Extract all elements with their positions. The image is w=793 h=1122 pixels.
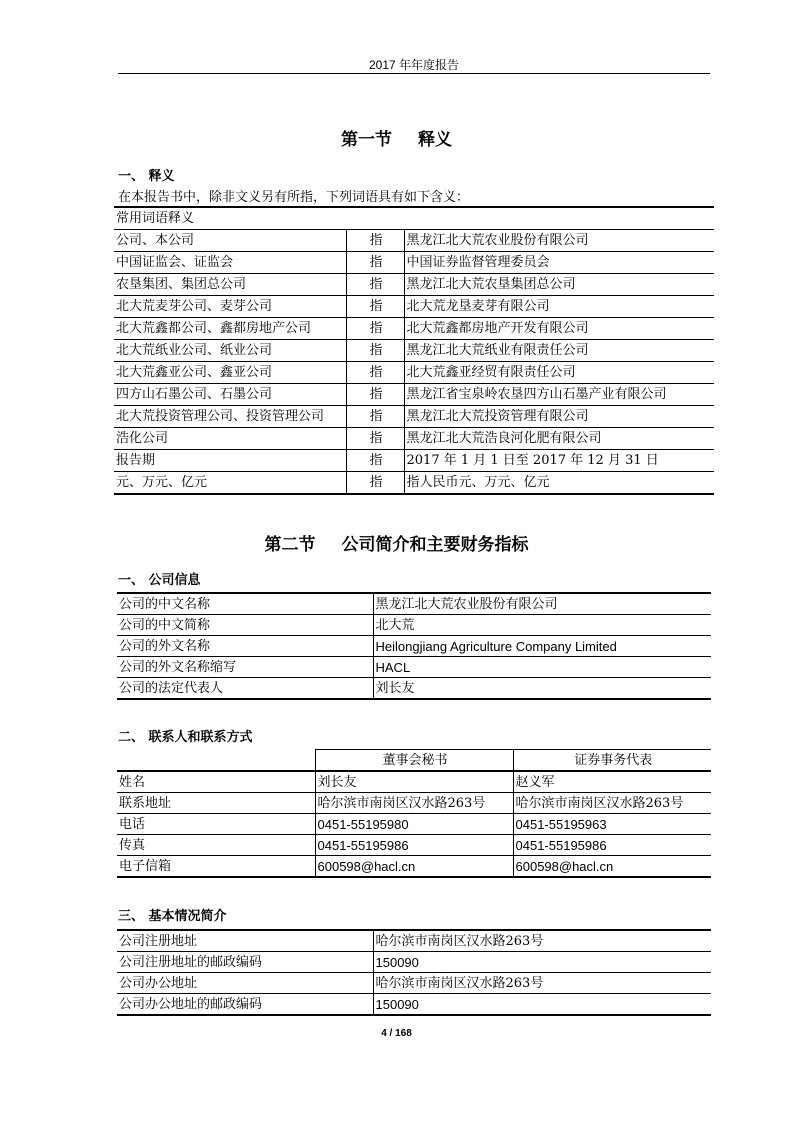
value-cell: 0451-55195986	[315, 835, 513, 856]
value-cell: 哈尔滨市南岗区汉水路263号	[373, 973, 711, 994]
rel-cell: 指	[346, 274, 404, 296]
label-cell: 公司的法定代表人	[117, 678, 373, 700]
rel-cell: 指	[346, 450, 404, 472]
term-cell: 浩化公司	[114, 428, 346, 450]
table-title: 常用词语释义	[116, 211, 195, 226]
definitions-table	[114, 206, 714, 495]
meaning-cell: 北大荒鑫亚经贸有限责任公司	[404, 362, 714, 384]
rel-cell: 指	[346, 406, 404, 428]
label-cell: 公司注册地址	[119, 933, 198, 949]
section2-title: 第二节 公司简介和主要财务指标	[264, 535, 529, 555]
table-row	[114, 274, 714, 296]
label-cell: 公司的中文简称	[117, 615, 373, 636]
label-cell: 公司注册地址的邮政编码	[117, 952, 373, 973]
value-cell: 600598@hacl.cn	[513, 856, 711, 878]
definitions-intro: 在本报告书中，除非文义另有所指，下列词语具有如下含义：	[118, 190, 470, 205]
value-cell: HACL	[373, 657, 711, 678]
contact-heading: 二、 联系人和联系方式	[118, 730, 253, 745]
table-row	[117, 771, 711, 793]
company-info-table	[117, 592, 711, 700]
meaning-cell: 黑龙江北大荒浩良河化肥有限公司	[404, 428, 714, 450]
label-cell: 公司的外文名称	[117, 636, 373, 657]
value-cell: 0451-55195986	[513, 835, 711, 856]
table-row	[114, 428, 714, 450]
term-cell: 四方山石墨公司、石墨公司	[114, 384, 346, 406]
table-row	[117, 856, 711, 878]
rel-cell: 指	[346, 296, 404, 318]
table-row	[114, 362, 714, 384]
meaning-cell: 黑龙江北大荒农业股份有限公司	[404, 230, 714, 252]
term-cell: 北大荒纸业公司、纸业公司	[114, 340, 346, 362]
table-row	[117, 593, 711, 615]
value-cell: Heilongjiang Agriculture Company Limited	[373, 636, 711, 657]
basic-info-heading: 三、 基本情况简介	[118, 909, 227, 924]
basic-info-table	[117, 929, 711, 1016]
table-row	[117, 930, 711, 952]
meaning-cell: 指人民币元、万元、亿元	[404, 472, 714, 495]
label-cell: 公司办公地址	[117, 973, 373, 994]
term-cell: 北大荒鑫都公司、鑫都房地产公司	[114, 318, 346, 340]
table-row	[114, 406, 714, 428]
table-row	[117, 973, 711, 994]
table-row	[114, 230, 714, 252]
table-row	[117, 793, 711, 814]
rel-cell: 指	[346, 428, 404, 450]
meaning-cell: 黑龙江北大荒投资管理有限公司	[404, 406, 714, 428]
column-header-representative: 证券事务代表	[513, 750, 711, 772]
term-cell: 农垦集团、集团总公司	[114, 274, 346, 296]
table-row	[114, 450, 714, 472]
rel-cell: 指	[346, 472, 404, 495]
value-cell: 哈尔滨市南岗区汉水路263号	[513, 793, 711, 814]
value-cell: 刘长友	[315, 771, 513, 793]
meaning-cell: 黑龙江北大荒农垦集团总公司	[404, 274, 714, 296]
column-header-secretary: 董事会秘书	[315, 750, 513, 772]
table-row	[117, 814, 711, 835]
term-cell: 中国证监会、证监会	[114, 252, 346, 274]
empty-header-cell	[117, 750, 315, 772]
value-cell: 0451-55195963	[513, 814, 711, 835]
table-row	[114, 472, 714, 495]
rel-cell: 指	[346, 318, 404, 340]
table-row	[117, 657, 711, 678]
value-cell: 150090	[373, 994, 711, 1016]
term-cell: 元、万元、亿元	[114, 472, 346, 495]
rel-cell: 指	[346, 230, 404, 252]
term-cell: 北大荒麦芽公司、麦芽公司	[114, 296, 346, 318]
page-header: 2017 年年度报告	[368, 58, 460, 72]
meaning-cell: 黑龙江北大荒纸业有限责任公司	[404, 340, 714, 362]
table-header-row	[117, 750, 711, 772]
value-cell: 黑龙江北大荒农业股份有限公司	[373, 593, 711, 615]
rel-cell: 指	[346, 340, 404, 362]
table-row	[117, 835, 711, 856]
value-cell: 哈尔滨市南岗区汉水路263号	[373, 930, 711, 952]
table-row	[117, 994, 711, 1016]
table-row	[114, 384, 714, 406]
meaning-cell: 黑龙江省宝泉岭农垦四方山石墨产业有限公司	[404, 384, 714, 406]
table-row	[114, 207, 714, 230]
label-cell: 公司办公地址的邮政编码	[117, 994, 373, 1016]
definitions-heading: 一、 释义	[118, 169, 175, 184]
value-cell: 北大荒	[373, 615, 711, 636]
table-row	[117, 615, 711, 636]
term-cell: 报告期	[114, 450, 346, 472]
label-cell: 公司的外文名称缩写	[117, 657, 373, 678]
section1-title: 第一节 释义	[341, 130, 452, 150]
table-row	[114, 318, 714, 340]
value-cell: 600598@hacl.cn	[315, 856, 513, 878]
contact-table	[117, 749, 711, 878]
term-cell: 公司、本公司	[114, 230, 346, 252]
meaning-cell: 2017 年 1 月 1 日至 2017 年 12 月 31 日	[404, 450, 714, 472]
table-row	[117, 636, 711, 657]
term-cell: 北大荒鑫亚公司、鑫亚公司	[114, 362, 346, 384]
rel-cell: 指	[346, 252, 404, 274]
table-row	[114, 252, 714, 274]
value-cell: 哈尔滨市南岗区汉水路263号	[315, 793, 513, 814]
term-cell: 北大荒投资管理公司、投资管理公司	[114, 406, 346, 428]
company-info-heading: 一、 公司信息	[118, 573, 201, 588]
page-number: 4 / 168	[381, 1028, 412, 1039]
value-cell: 赵义军	[513, 771, 711, 793]
meaning-cell: 中国证券监督管理委员会	[404, 252, 714, 274]
rel-cell: 指	[346, 362, 404, 384]
value-cell: 150090	[373, 952, 711, 973]
meaning-cell: 北大荒鑫都房地产开发有限公司	[404, 318, 714, 340]
label-cell: 姓名	[117, 771, 315, 793]
label-cell: 电话	[117, 814, 315, 835]
label-cell: 公司的中文名称	[119, 596, 211, 612]
table-row	[114, 340, 714, 362]
table-row	[117, 678, 711, 700]
value-cell: 刘长友	[373, 678, 711, 700]
value-cell: 0451-55195980	[315, 814, 513, 835]
table-row	[114, 296, 714, 318]
meaning-cell: 北大荒龙垦麦芽有限公司	[404, 296, 714, 318]
label-cell: 电子信箱	[117, 856, 315, 878]
label-cell: 传真	[117, 835, 315, 856]
table-row	[117, 952, 711, 973]
header-divider	[118, 73, 710, 74]
label-cell: 联系地址	[117, 793, 315, 814]
rel-cell: 指	[346, 384, 404, 406]
